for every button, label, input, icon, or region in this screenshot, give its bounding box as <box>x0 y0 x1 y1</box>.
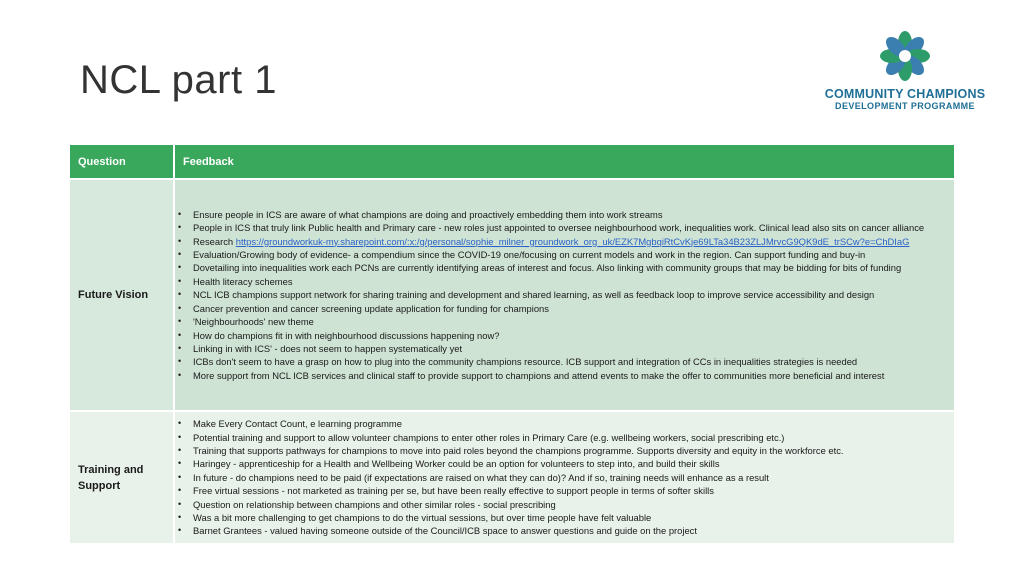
list-item: • Evaluation/Growing body of evidence- a compendium since the COVID-19 one/focusing on current models and work in the region. Can support funding and buy-in <box>193 248 954 261</box>
list-item: • Linking in with ICS' - does not seem to happen systematically yet <box>193 342 954 355</box>
community-champions-logo <box>820 28 990 124</box>
list-item: • Haringey - apprenticeship for a Health and Wellbeing Worker could be an option for volunteers to step into, and build their skills <box>193 457 954 470</box>
research-link[interactable]: https://groundworkuk-my.sharepoint.com/:x:/g/personal/sophie_milner_groundwork_org_uk/EZK7MgbqiRtCvKje69LTa34B23ZLJMrvcG9QK9dE_trSCw?e=ChDIaG <box>235 235 910 247</box>
list-item: • Potential training and support to allow volunteer champions to enter other roles in Primary Care (e.g. wellbeing workers, social prescribing etc.) <box>193 431 954 444</box>
list-item: • 'Neighbourhoods' new theme <box>193 315 954 328</box>
feedback-cell <box>174 411 954 543</box>
list-item: • Cancer prevention and cancer screening update application for funding for champions <box>193 302 954 315</box>
list-item: • ICBs don't seem to have a grasp on how to plug into the community champions resource. ICB support and integration of CCs in inequalities strategies is needed <box>193 355 954 368</box>
list-item: • How do champions fit in with neighbourhood discussions happening now? <box>193 329 954 342</box>
list-item: • People in ICS that truly link Public health and Primary care - new roles just appointed to oversee neighbourhood work, inequalities work. Clinical lead also sits on cancer alliance <box>193 221 954 234</box>
question-cell: Training and Support <box>70 411 174 543</box>
list-item: • Was a bit more challenging to get champions to do the virtual sessions, but over time people have felt valuable <box>193 511 954 524</box>
table-row <box>70 411 954 543</box>
list-item: • Question on relationship between champions and other similar roles - social prescribing <box>193 498 954 511</box>
list-item: • Dovetailing into inequalities work each PCNs are currently identifying areas of interest and focus. Also linking with community groups that may be bidding for bits of funding <box>193 261 954 274</box>
question-column-header: Question <box>70 145 174 179</box>
table-row <box>70 179 954 411</box>
list-item: • In future - do champions need to be paid (if expectations are raised on what they can do)? And if so, training needs will enhance as a result <box>193 471 954 484</box>
list-item: • NCL ICB champions support network for sharing training and development and shared learning, as well as feedback loop to improve service accessibility and design <box>193 288 954 301</box>
list-item: • Ensure people in ICS are aware of what champions are doing and proactively embedding them into work streams <box>193 208 954 221</box>
list-item: • More support from NCL ICB services and clinical staff to provide support to champions and attend events to make the offer to communities more beneficial and interest <box>193 369 954 382</box>
research-label: Research <box>193 235 236 247</box>
feedback-cell <box>174 179 954 411</box>
logo-line-2: DEVELOPMENT PROGRAMME <box>835 101 975 111</box>
list-item: • Health literacy schemes <box>193 275 954 288</box>
feedback-list <box>175 208 954 382</box>
list-item: • Free virtual sessions - not marketed as training per se, but have been really effective to support people in terms of softer skills <box>193 484 954 497</box>
question-cell: Future Vision <box>70 179 174 411</box>
logo-line-1: COMMUNITY CHAMPIONS <box>824 87 986 101</box>
list-item: • Barnet Grantees - valued having someone outside of the Council/ICB space to answer questions and guide on the project <box>193 524 954 537</box>
feedback-column-header: Feedback <box>174 145 954 179</box>
list-item: • Training that supports pathways for champions to move into paid roles beyond the champions programme. Supports diversity and equity in the workforce etc. <box>193 444 954 457</box>
list-item <box>193 235 954 248</box>
list-item: • Make Every Contact Count, e learning programme <box>193 417 954 430</box>
feedback-table <box>70 145 954 543</box>
page-title: NCL part 1 <box>80 58 277 102</box>
feedback-list <box>175 417 954 538</box>
flower-logo-icon <box>875 28 935 84</box>
